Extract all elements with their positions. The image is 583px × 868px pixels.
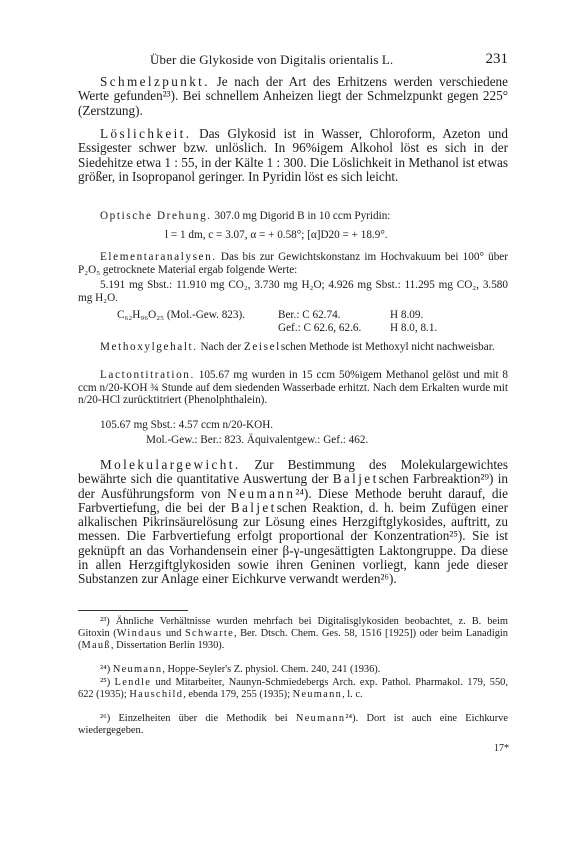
footnote-mark: ²⁴) bbox=[100, 664, 111, 675]
author-name: Schwarte bbox=[184, 627, 235, 639]
footnote-text: , Hoppe-Seyler's Z. physiol. Chem. 240, 241 (1936). bbox=[162, 664, 381, 675]
paragraph-text: 307.0 mg Digorid B in 10 ccm Pyridin: bbox=[211, 210, 391, 222]
author-name: Mauß bbox=[81, 639, 111, 651]
footnote-text: , Dissertation Berlin 1930). bbox=[110, 639, 225, 651]
section-heading-methoxyl: Methoxylgehalt. bbox=[100, 341, 198, 353]
running-header bbox=[78, 51, 508, 71]
section-heading-elementaranalysen: Elementaranalysen. bbox=[100, 251, 217, 263]
paragraph-text: schen Farbreaktion²⁹) in der Ausführungsform von bbox=[78, 471, 508, 501]
paragraph-text: schen Reaktion, d. h. beim Zufügen einer alkalischen Pikrinsäurelösung zur Lösung eines Herzgiftglykosides, auftritt, zu messen. Die Farbvertiefung erfolgt proportional der Konzentration²⁵). Sie ist geknüpft an das Vorhandensein einer β-γ-ungesättigten Laktongruppe. Da diese in allen Herzgiftglykosiden sowie ihren Geninen vorliegt, kann jede dieser Substanzen zur Anlage einer Eichkurve verwandt werden²⁶). bbox=[78, 499, 508, 587]
footnote-mark: ²⁵) bbox=[100, 677, 111, 688]
author-name: Neumann bbox=[227, 485, 296, 501]
author-name: Hauschild bbox=[129, 688, 184, 700]
paragraph-text: ²⁴). Diese Methode beruht darauf, die Farbvertiefung, die bei der bbox=[78, 485, 508, 515]
section-heading-lactontitration: Lactontitration. bbox=[100, 369, 195, 381]
footnote-text: und Mitarbeiter, Naunyn-Schmiedebergs Arch. exp. Pathol. Pharmakol. 179, 550, 622 (1935); bbox=[78, 677, 508, 700]
section-heading-loeslichkeit: Löslichkeit. bbox=[100, 126, 192, 141]
author-name: Zeisel bbox=[243, 341, 281, 353]
paragraph-text: Das bis zur Gewichtskonstanz im Hochvakuum bei 100° über P₂O₅ getrocknete Material ergab folgende Werte: bbox=[78, 251, 508, 276]
author-name: Neumann bbox=[292, 688, 343, 700]
paragraph-text: schen Methode ist Methoxyl nicht nachweisbar. bbox=[280, 341, 495, 353]
paragraph-lactontitration bbox=[78, 369, 508, 407]
paragraph-text: Nach der bbox=[197, 341, 244, 353]
author-name: Windaus bbox=[116, 627, 163, 639]
molecular-weight-result: Mol.-Gew.: Ber.: 823. Äquivalentgew.: Gef.: 462. bbox=[146, 434, 369, 446]
footnote-mark: ²⁶) bbox=[100, 713, 111, 724]
paragraph-elementaranalysen bbox=[78, 251, 508, 276]
footnote-rule bbox=[78, 610, 188, 611]
titration-result: 105.67 mg Sbst.: 4.57 ccm n/20-KOH. bbox=[100, 419, 274, 431]
footnote-text: Einzelheiten über die Methodik bei bbox=[110, 713, 296, 724]
paragraph-text: Zur Bestimmung des Molekulargewichtes bewährte sich die quantitative Auswertung der bbox=[78, 457, 508, 487]
footnote-23 bbox=[78, 616, 508, 651]
page-number: 231 bbox=[485, 51, 508, 67]
calculated-hydrogen: H 8.09. bbox=[390, 309, 424, 321]
paragraph-molekulargewicht bbox=[78, 458, 508, 587]
footnote-26 bbox=[78, 713, 508, 737]
section-heading-drehung: Optische Drehung. bbox=[100, 210, 212, 222]
found-hydrogen: H 8.0, 8.1. bbox=[390, 322, 438, 334]
paragraph-text: Das Glykosid ist in Wasser, Chloroform, Azeton und Essigester schwer bzw. unlöslich. In 96%igem Alkohol löst es sich in der Siedehitze etwa 1 : 55, in der Kälte 1 : 300. Die Löslichkeit in Methanol ist etwas größer, in Isopropanol geringer. In Pyridin löst es sich leicht. bbox=[78, 126, 508, 184]
paragraph-optische-drehung bbox=[78, 210, 508, 223]
paragraph-methoxylgehalt bbox=[78, 341, 508, 354]
footnote-text: , l. c. bbox=[342, 688, 363, 700]
running-title: Über die Glykoside von Digitalis orientalis L. bbox=[150, 52, 394, 67]
rotation-formula: l = 1 dm, c = 3.07, α = + 0.58°; [α]D20 = + 18.9°. bbox=[165, 229, 388, 241]
footnote-24 bbox=[78, 664, 508, 676]
author-name: Baljet bbox=[230, 499, 277, 515]
paragraph-text: 105.67 mg wurden in 15 ccm 50%igem Methanol gelöst und mit 8 ccm n/20-KOH ¾ Stunde auf dem siedenden Wasserbade erhitzt. Nach dem Erkalten wurde mit n/20-HCl zurücktitriert (Phenolphthalein). bbox=[78, 369, 508, 407]
author-name: Lendle bbox=[114, 677, 152, 688]
molecular-formula: C₆₂H₉₆O₂₅ (Mol.-Gew. 823). bbox=[117, 309, 246, 321]
calculated-carbon: Ber.: C 62.74. bbox=[278, 309, 341, 321]
footnote-text: , Ber. Dtsch. Chem. Ges. 58, 1516 [1925]) oder beim Lanadigin ( bbox=[78, 627, 508, 651]
footnote-text: Ähnliche Verhältnisse wurden mehrfach bei Digitalisglykosiden beobachtet, z. B. beim Gitoxin ( bbox=[78, 616, 508, 639]
paragraph-schmelzpunkt bbox=[78, 75, 508, 118]
footnote-mark: ²³) bbox=[100, 616, 110, 627]
footnote-text: , ebenda 179, 255 (1935); bbox=[183, 688, 293, 700]
footnote-25 bbox=[78, 677, 508, 701]
footnote-text: und bbox=[162, 627, 185, 639]
author-name: Neumann bbox=[112, 664, 163, 675]
section-heading-schmelzpunkt: Schmelzpunkt. bbox=[100, 74, 210, 89]
paragraph-text: Je nach der Art des Erhitzens werden verschiedene Werte gefunden²³). Bei schnellem Anheizen liegt der Schmelzpunkt gegen 225° (Zerstzung). bbox=[78, 74, 508, 118]
section-heading-molekulargewicht: Molekulargewicht. bbox=[100, 457, 241, 472]
printer-signature: 17* bbox=[494, 743, 509, 754]
paragraph-loeslichkeit bbox=[78, 127, 508, 184]
author-name: Baljet bbox=[332, 471, 379, 487]
found-carbon: Gef.: C 62.6, 62.6. bbox=[278, 322, 362, 334]
analysis-data: 5.191 mg Sbst.: 11.910 mg CO₂, 3.730 mg H₂O; 4.926 mg Sbst.: 11.295 mg CO₂, 3.580 mg H₂O. bbox=[78, 279, 508, 304]
footnote-text: ²⁴). Dort ist auch eine Eichkurve wiedergegeben. bbox=[78, 713, 508, 736]
author-name: Neumann bbox=[295, 713, 346, 724]
